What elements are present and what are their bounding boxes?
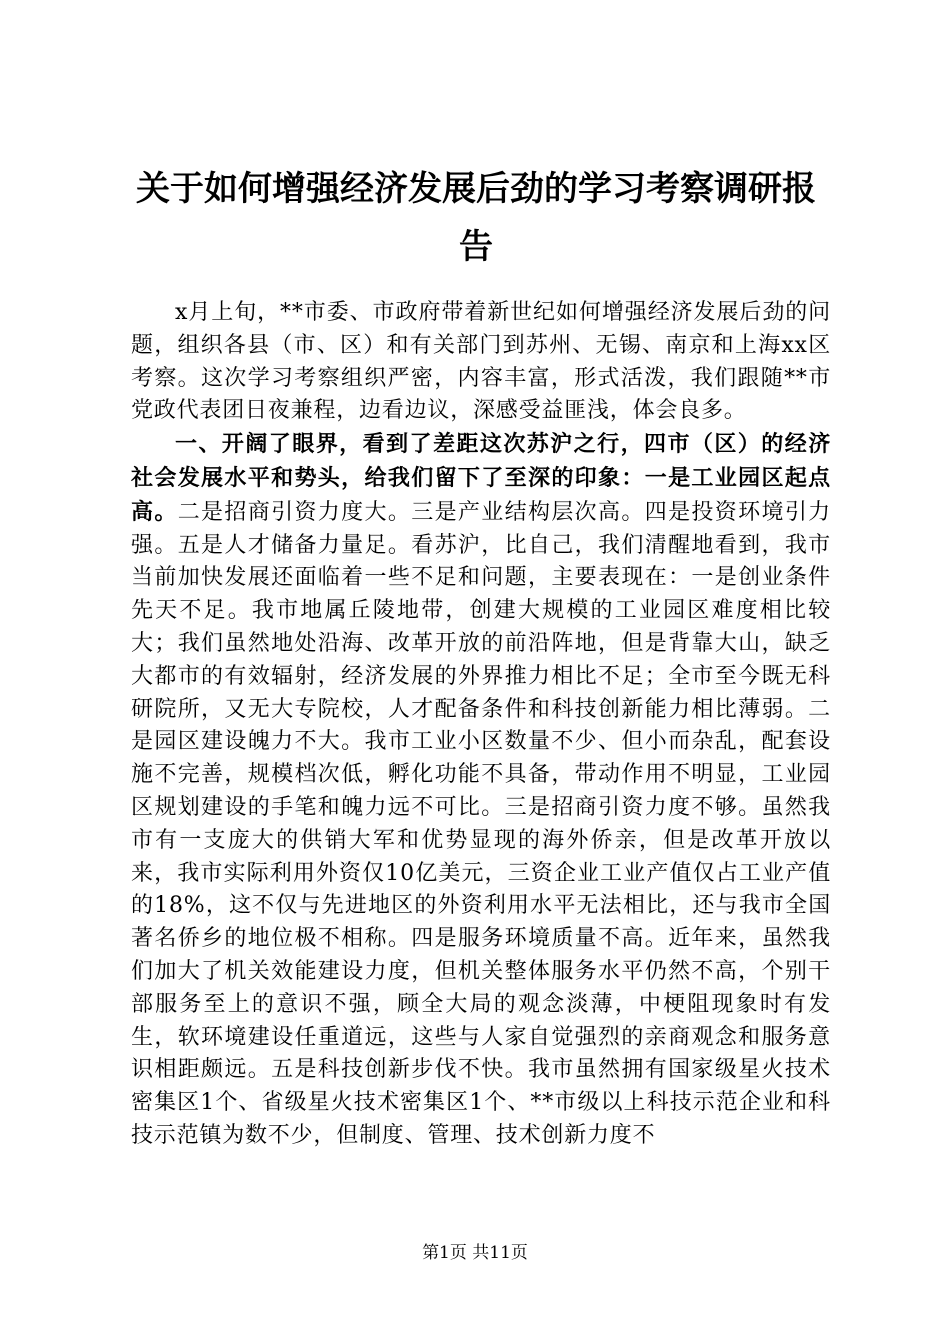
paragraph-intro [131, 296, 831, 428]
paragraph-text: 二是招商引资力度大。三是产业结构层次高。四是投资环境引力强。五是人才储备力量足。看苏沪，比自己，我们清醒地看到，我市当前加快发展还面临着一些不足和问题，主要表现在：一是创业条件先天不足。我市地属丘陵地带，创建大规模的工业园区难度相比较大；我们虽然地处沿海、改革开放的前沿阵地，但是背靠大山，缺乏大都市的有效辐射，经济发展的外界推力相比不足；全市至今既无科研院所，又无大专院校，人才配备条件和科技创新能力相比薄弱。二是园区建设魄力不大。我市工业小区数量不少、但小而杂乱，配套设施不完善，规模档次低，孵化功能不具备，带动作用不明显，工业园区规划建设的手笔和魄力远不可比。三是招商引资力度不够。虽然我市有一支庞大的供销大军和优势显现的海外侨亲，但是改革开放以来，我市实际利用外资仅10亿美元，三资企业工业产值仅占工业产值的18%，这不仅与先进地区的外资利用水平无法相比，还与我市全国著名侨乡的地位极不相称。四是服务环境质量不高。近年来，虽然我们加大了机关效能建设力度，但机关整体服务水平仍然不高，个别干部服务至上的意识不强，顾全大局的观念淡薄，中梗阻现象时有发生，软环境建设任重道远，这些与人家自觉强烈的亲商观念和服务意识相距颇远。五是科技创新步伐不快。我市虽然拥有国家级星火技术密集区1个、省级星火技术密集区1个、**市级以上科技示范企业和科技示范镇为数不少，但制度、管理、技术创新力度不 [131, 499, 831, 1148]
document-body [131, 296, 831, 1153]
document-title: 关于如何增强经济发展后劲的学习考察调研报告 [136, 169, 816, 267]
paragraph-section-one [131, 428, 831, 1153]
page-footer: 第1页 共11页 [422, 1243, 528, 1263]
paragraph-lead: 一、开阔了眼界，看到了差距这次苏沪之行，四市（区）的经济社会发展水平和势头，给我们留下了至深的印象：一是工业园区起点高。 [131, 431, 831, 525]
paragraph-text: x月上旬，**市委、市政府带着新世纪如何增强经济发展后劲的问题，组织各县（市、区）和有关部门到苏州、无锡、南京和上海xx区考察。这次学习考察组织严密，内容丰富，形式活泼，我们跟随**市党政代表团日夜兼程，边看边议，深感受益匪浅，体会良多。 [131, 300, 831, 424]
